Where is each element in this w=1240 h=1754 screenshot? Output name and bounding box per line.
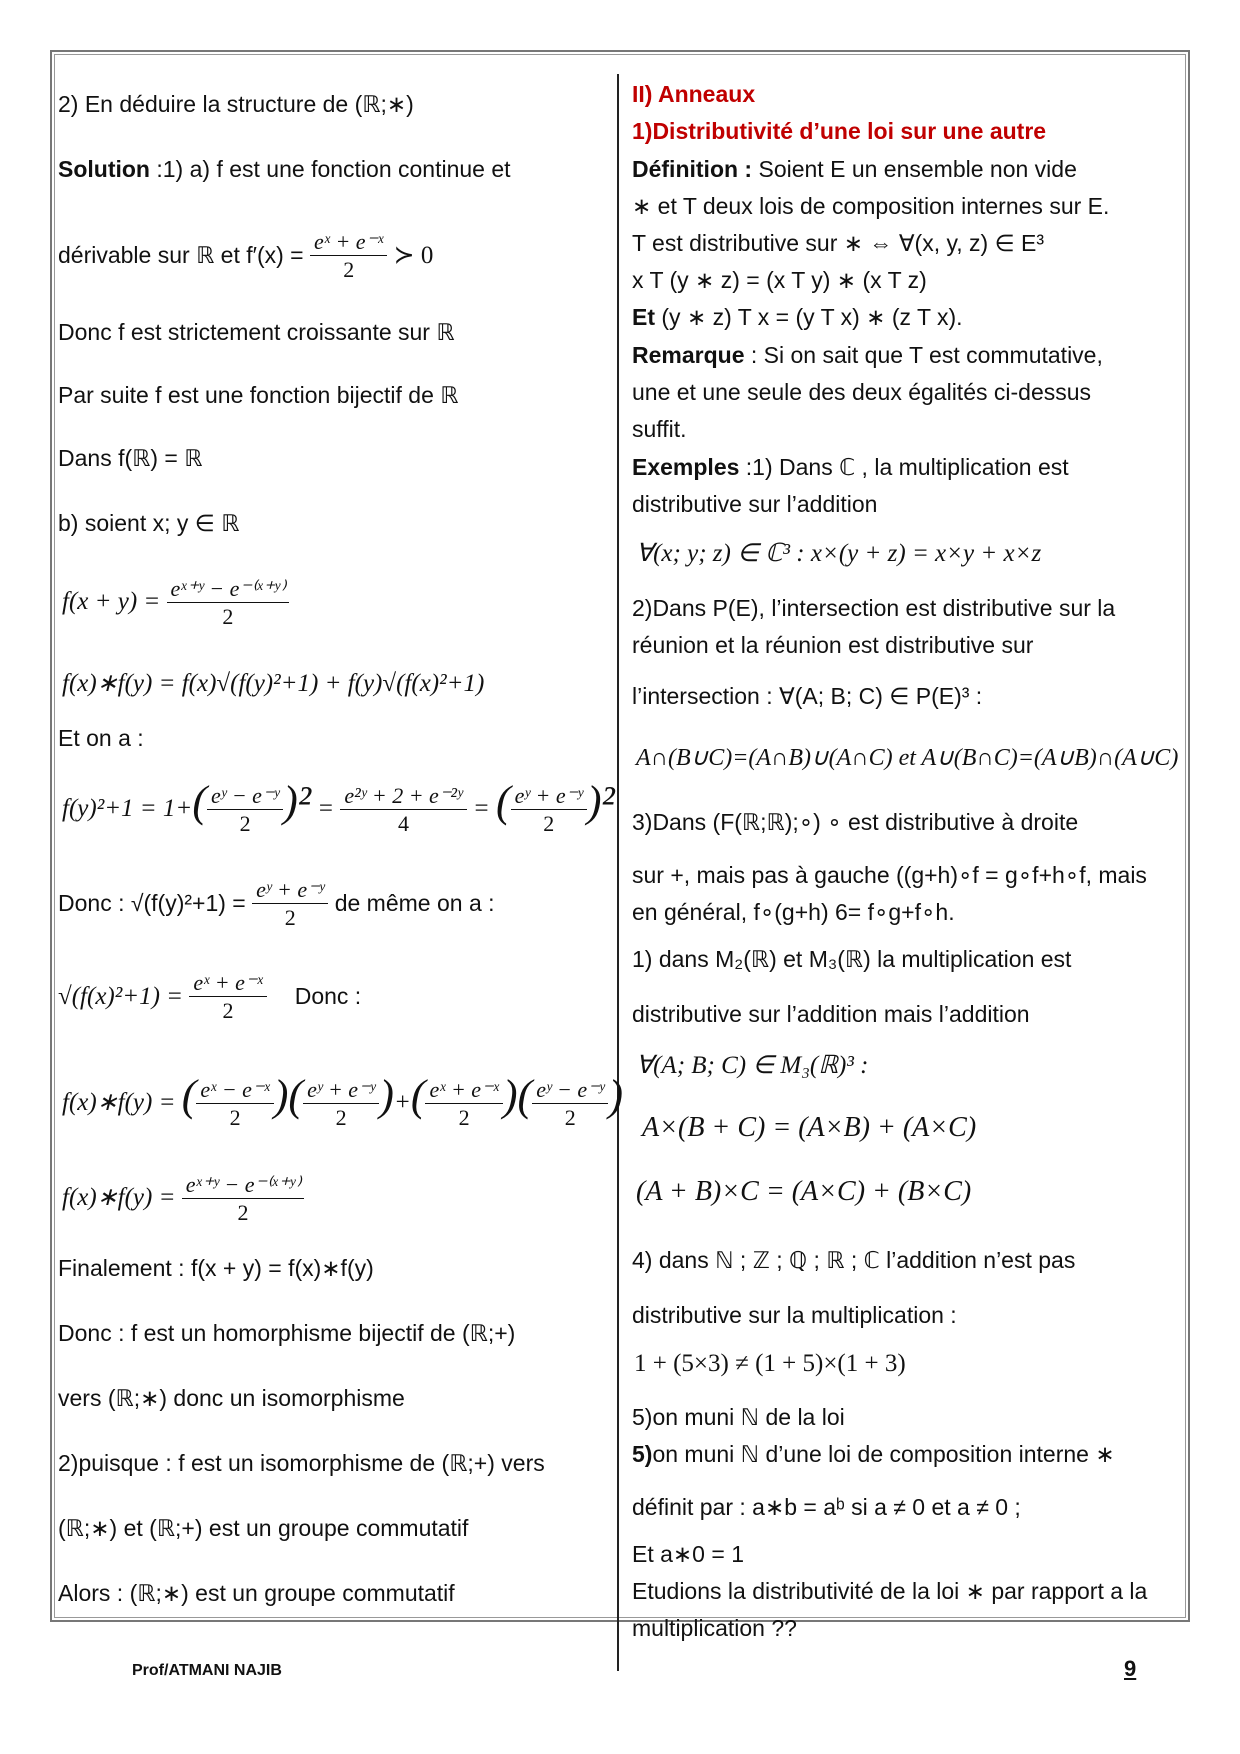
- section-heading-anneaux: II) Anneaux: [632, 81, 756, 107]
- derivative-numerator: eˣ + e⁻ˣ: [310, 229, 387, 256]
- product-paren-c-open: (: [410, 1071, 426, 1120]
- fy-equals-1: =: [311, 795, 341, 822]
- fy-lhs: f(y)²+1 = 1+: [62, 795, 193, 822]
- left-line-bijectif: Par suite f est une fonction bijectif de ℝ: [58, 382, 459, 408]
- fy-f2-numerator: e²ʸ + 2 + e⁻²ʸ: [340, 783, 466, 810]
- right-line-29: [632, 1440, 1115, 1468]
- product-fraction-c: [425, 1077, 502, 1132]
- donc-tail: de même on a :: [328, 890, 495, 916]
- product2-denominator: 2: [237, 1199, 249, 1225]
- right-line-13: 2)Dans P(E), l’intersection est distributive sur la: [632, 595, 1116, 621]
- derivative-fraction: [310, 229, 387, 284]
- derivative-tail: ≻ 0: [387, 242, 434, 269]
- fy-f1-denominator: 2: [239, 810, 251, 836]
- left-donc-line: [58, 873, 495, 933]
- right-line-21: distributive sur l’addition mais l’addition: [632, 1001, 1030, 1027]
- fy-paren-close-1: )²: [283, 777, 312, 826]
- right-line-9: suffit.: [632, 416, 687, 442]
- right-line-32: Etudions la distributivité de la loi ∗ par rapport a la: [632, 1578, 1148, 1604]
- left-groupe: (ℝ;∗) et (ℝ;+) est un groupe commutatif: [58, 1515, 469, 1541]
- donc-denominator: 2: [284, 905, 296, 931]
- left-homorphisme: Donc : f est un homorphisme bijectif de (ℝ;+): [58, 1320, 516, 1346]
- remarque-label: Remarque: [632, 342, 745, 368]
- fy-fraction-2: [340, 783, 466, 838]
- left-line-structure: 2) En déduire la structure de (ℝ;∗): [58, 91, 414, 117]
- donc-fraction: [252, 877, 328, 932]
- right-line-33: multiplication ??: [632, 1615, 797, 1641]
- right-formula-27: 1 + (5×3) ≠ (1 + 5)×(1 + 3): [634, 1350, 906, 1377]
- product-paren-d-close: ): [608, 1071, 624, 1120]
- product-fraction-b: [303, 1077, 379, 1132]
- right-line-18: sur +, mais pas à gauche ((g+h)∘f = g∘f+h∘f, mais: [632, 862, 1147, 888]
- right-formula-16: A∩(B∪C)=(A∩B)∪(A∩C) et A∪(B∩C)=(A∪B)∩(A∪C): [636, 745, 1179, 771]
- fy-fraction-1: [207, 783, 283, 838]
- right-line-26: distributive sur la multiplication :: [632, 1302, 957, 1328]
- et-label: Et: [632, 304, 655, 330]
- fy-f1-numerator: eʸ − e⁻ʸ: [207, 783, 283, 810]
- product-d-denominator: 2: [564, 1104, 576, 1130]
- product-d-numerator: eʸ − e⁻ʸ: [532, 1077, 608, 1104]
- product-plus: +: [393, 1089, 411, 1116]
- donc-lhs: Donc : √(f(y)²+1) =: [58, 890, 253, 916]
- right-formula-12: ∀(x; y; z) ∈ ℂ³ : x×(y + z) = x×y + x×z: [636, 540, 1042, 567]
- right-line-8: une et une seule des deux égalités ci-dessus: [632, 379, 1092, 405]
- left-puisque: 2)puisque : f est un isomorphisme de (ℝ;+) vers: [58, 1450, 545, 1476]
- fy-f3-numerator: eʸ + e⁻ʸ: [511, 783, 587, 810]
- product-c-denominator: 2: [458, 1104, 470, 1130]
- fx-lhs: √(f(x)²+1) =: [58, 983, 190, 1010]
- right-line-6: [632, 303, 963, 331]
- fxy-numerator: eˣ⁺ʸ − e⁻⁽ˣ⁺ʸ⁾: [167, 576, 290, 603]
- fy-f3-denominator: 2: [543, 810, 555, 836]
- product-a-denominator: 2: [229, 1104, 241, 1130]
- left-fy-line: [62, 772, 615, 839]
- fx-tail: Donc :: [294, 983, 362, 1009]
- subsection-heading-distributivite: 1)Distributivité d’une loi sur une autre: [632, 118, 1047, 144]
- exemples-line: [632, 453, 1069, 481]
- product-paren-a-close: )(: [273, 1071, 304, 1120]
- exemples-text: :1) Dans ℂ , la multiplication est: [739, 454, 1069, 480]
- remarque-text: : Si on sait que T est commutative,: [744, 342, 1103, 368]
- product-paren-c-close: )(: [502, 1071, 533, 1120]
- right-line-15: l’intersection : ∀(A; B; C) ∈ P(E)³ :: [632, 683, 983, 709]
- exemples-label: Exemples: [632, 454, 740, 480]
- column-divider: [617, 74, 619, 1671]
- definition-line: [632, 155, 1077, 183]
- product2-numerator: eˣ⁺ʸ − e⁻⁽ˣ⁺ʸ⁾: [182, 1172, 305, 1199]
- product-lhs: f(x)∗f(y) =: [62, 1089, 182, 1116]
- donc-numerator: eʸ + e⁻ʸ: [252, 877, 328, 904]
- product2-lhs: f(x)∗f(y) =: [62, 1184, 182, 1211]
- product-fraction-d: [532, 1077, 608, 1132]
- item5-text: on muni ℕ d’une loi de composition interne ∗: [652, 1441, 1115, 1467]
- left-solution-line: [58, 155, 511, 183]
- solution-label: Solution: [58, 156, 150, 182]
- page-number: 9: [1124, 1656, 1137, 1681]
- fy-equals-2: =: [466, 795, 497, 822]
- fx-numerator: eˣ + e⁻ˣ: [189, 970, 266, 997]
- right-line-31: Et a∗0 = 1: [632, 1541, 744, 1567]
- right-line-4: T est distributive sur ∗ ⇔ ∀(x, y, z) ∈ E³: [632, 230, 1045, 256]
- fy-paren-open-2: (: [496, 777, 511, 826]
- derivative-denominator: 2: [343, 257, 355, 283]
- fy-f2-denominator: 4: [398, 810, 410, 836]
- footer-author: Prof/ATMANI NAJIB: [132, 1662, 282, 1679]
- right-line-19: en général, f∘(g+h) 6= f∘g+f∘h.: [632, 899, 955, 925]
- solution-text: :1) a) f est une fonction continue et: [149, 156, 511, 182]
- fxy-denominator: 2: [222, 603, 234, 629]
- product-paren-a-open: (: [181, 1071, 197, 1120]
- left-fx-line: [58, 966, 361, 1027]
- left-fxy-line: [62, 572, 289, 632]
- derivative-text: dérivable sur ℝ et f′(x) =: [58, 242, 310, 268]
- fy-paren-open-1: (: [192, 777, 207, 826]
- right-line-30: définit par : a∗b = aᵇ si a ≠ 0 et a ≠ 0 ;: [632, 1494, 1021, 1520]
- right-formula-24: (A + B)×C = (A×C) + (B×C): [636, 1176, 972, 1207]
- fx-denominator: 2: [222, 998, 234, 1024]
- left-line-image: Dans f(ℝ) = ℝ: [58, 445, 203, 471]
- product-c-numerator: eˣ + e⁻ˣ: [425, 1077, 502, 1104]
- right-line-28: 5)on muni ℕ de la loi: [632, 1404, 845, 1430]
- right-line-11: distributive sur l’addition: [632, 491, 878, 517]
- remarque-line: [632, 341, 1103, 369]
- right-formula-23: A×(B + C) = (A×B) + (A×C): [642, 1112, 977, 1143]
- left-alors: Alors : (ℝ;∗) est un groupe commutatif: [58, 1580, 455, 1606]
- product-a-numerator: eˣ − e⁻ˣ: [196, 1077, 273, 1104]
- definition-text: Soient E un ensemble non vide: [752, 156, 1077, 182]
- fxy-lhs: f(x + y) =: [62, 588, 167, 615]
- product-b-denominator: 2: [335, 1104, 347, 1130]
- et-text: (y ∗ z) T x = (y T x) ∗ (z T x).: [655, 304, 963, 330]
- product-fraction-a: [196, 1077, 273, 1132]
- left-product-line: [62, 1066, 623, 1133]
- left-product2-line: [62, 1168, 304, 1228]
- item5-label: 5): [632, 1441, 653, 1467]
- left-line-soient: b) soient x; y ∈ ℝ: [58, 510, 240, 536]
- right-line-25: 4) dans ℕ ; ℤ ; ℚ ; ℝ ; ℂ l’addition n’est pas: [632, 1247, 1076, 1273]
- right-line-14: réunion et la réunion est distributive sur: [632, 632, 1034, 658]
- left-finalement: Finalement : f(x + y) = f(x)∗f(y): [58, 1255, 374, 1281]
- product-b-numerator: eʸ + e⁻ʸ: [303, 1077, 379, 1104]
- left-line-croissante: Donc f est strictement croissante sur ℝ: [58, 319, 455, 345]
- left-isomorphisme: vers (ℝ;∗) donc un isomorphisme: [58, 1385, 405, 1411]
- product-paren-b-close: ): [379, 1071, 394, 1120]
- fy-paren-close-2: )²: [586, 777, 615, 826]
- right-line-5: x T (y ∗ z) = (x T y) ∗ (x T z): [632, 267, 927, 293]
- fxy-fraction: [167, 576, 290, 631]
- fy-fraction-3: [511, 783, 587, 838]
- right-line-20: 1) dans M₂(ℝ) et M₃(ℝ) la multiplication est: [632, 946, 1072, 972]
- fx-fraction: [189, 970, 266, 1025]
- right-line-3: ∗ et T deux lois de composition internes sur E.: [632, 193, 1110, 219]
- right-formula-22: ∀(A; B; C) ∈ M₃(ℝ)³ :: [636, 1052, 869, 1079]
- left-star-definition: f(x)∗f(y) = f(x)√(f(y)²+1) + f(y)√(f(x)²+1): [62, 670, 485, 697]
- definition-label: Définition :: [632, 156, 753, 182]
- left-et-on-a: Et on a :: [58, 725, 144, 751]
- right-line-17: 3)Dans (F(ℝ;ℝ);∘) ∘ est distributive à droite: [632, 809, 1079, 835]
- product2-fraction: [182, 1172, 305, 1227]
- left-derivative-line: [58, 225, 433, 286]
